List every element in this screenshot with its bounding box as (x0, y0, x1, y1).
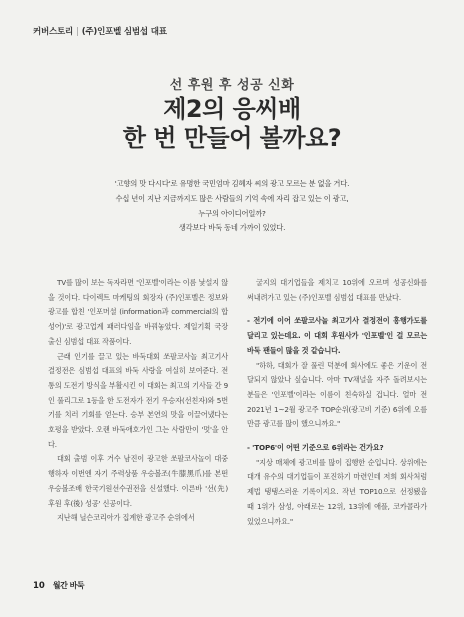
lede-line: 수십 년이 지난 지금까지도 많은 사람들의 기억 속에 자리 잡고 있는 이 광고, (115, 193, 349, 203)
title-line-1: 제2의 응씨배 (163, 95, 301, 123)
body-paragraph: 근래 인기를 끌고 있는 바둑대회 쏘팔코사놀 최고기사 결정전은 심범섭 대표의 바둑 사랑을 여실히 보여준다. 전통의 도전기 방식을 부활시킨 이 대회는 최고의 기사들 간 9인 풀리그로 1등을 한 도전자가 전기 우승자(선친자)와 5번기를 치러 기회를 얻는다. 승부 본연의 맛을 이끌어냈다는 호평을 받았다. 오랜 바둑애호가인 그는 사람만이 '멋'을 안다. (48, 351, 228, 449)
body-paragraph: 지난해 닐슨코리아가 집계한 광고주 순위에서 (57, 513, 195, 523)
article-title (0, 95, 464, 153)
lede-line: 누구의 아이디어일까? (198, 208, 266, 218)
header-separator: | (76, 27, 79, 37)
body-column-left (48, 276, 228, 526)
page-footer (33, 580, 84, 591)
article-kicker: 선 후원 후 성공 신화 (169, 78, 295, 93)
interview-question: - 전기에 이어 쏘팔코사놀 최고기사 결정전이 흥행가도를 달리고 있는데요. 이 대회 후원사가 '인포벨'인 걸 모르는 바둑 팬들이 많을 것 같습니다. (247, 316, 427, 355)
body-column-right (247, 276, 427, 529)
body-paragraph: TV를 많이 보는 독자라면 '인포벨'이라는 이름 낯설지 않을 것이다. 다이렉트 마케팅의 회장자 (주)인포벨은 정보와 광고를 합친 '인포머셜 (information과 commercial의 합성어)'로 광고업계 패러다임을 바꿔놓았다. 제일기획 국장 출신 심범섭 대표 작품이다. (48, 278, 228, 346)
magazine-logo: 월간 바둑 (52, 581, 85, 590)
body-paragraph: 대회 출범 이후 거수 남진이 광고한 쏘팔코사놀이 대중행하자 이번엔 자기 주력상품 우승볼조(牛膝黑爪)를 본떤 우승볼조배 한국기원선수권전을 신설했다. 이른바 '선(先) 후원 후(後) 성공' 신공이다. (48, 454, 228, 508)
interview-question: - 'TOP6'이 어떤 기준으로 6위라는 건가요? (247, 443, 384, 453)
running-header (33, 25, 167, 37)
title-line-2: 한 번 만들어 볼까요? (122, 124, 342, 152)
lede-line: 생각보다 바둑 동네 가까이 있었다. (178, 223, 286, 233)
article-lede (60, 177, 404, 236)
header-subject: (주)인포벨 심범섭 대표 (81, 27, 167, 37)
lede-line: '고향의 맛 다시다'로 유명한 국민엄마 김혜자 씨의 광고 모르는 분 없을 거다. (114, 179, 350, 188)
section-label: 커버스토리 (33, 27, 74, 37)
interview-answer: "지상 매체에 광고비를 많이 집행한 순입니다. 상위에는 대개 유수의 대기업들이 포진하기 마련인데 저희 회사처럼 제법 탱탱스러운 기록이지요. 작년 TOP10으로 선정됐을 때 1위가 삼성, 아래로는 12위, 13위에 애플, 코카콜라가 있었으니까요." (247, 457, 427, 526)
interview-answer: "하하, 대회가 잘 풀린 덕분에 회사에도 좋은 기운이 전달되지 않았나 싶습니다. 아마 TV채널을 자주 돌려보시는 분들은 '인포벨'이라는 이름이 친숙하실 겁니다. 얼마 전 2021년 1~2월 광고주 TOP순위(광고비 기준) 6위에 오를 만큼 광고를 많이 했으니까요." (247, 360, 427, 429)
body-paragraph: 굴지의 대기업들을 제치고 10위에 오르며 성공신화를 써내려가고 있는 (주)인포벨 심범섭 대표를 만났다. (247, 278, 427, 302)
page-number: 10 (33, 581, 45, 591)
